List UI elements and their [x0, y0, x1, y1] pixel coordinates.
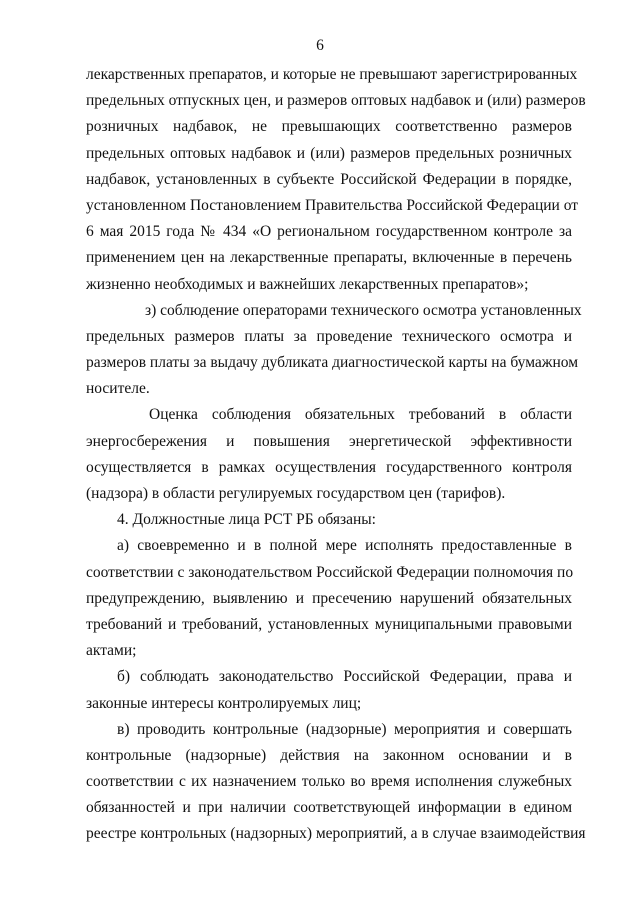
text-line: б) соблюдать законодательство Российской Федерации, права и — [117, 668, 572, 686]
text-line: надбавок, установленных в субъекте Российской Федерации в порядке, — [86, 170, 572, 188]
text-line: реестре контрольных (надзорных) мероприятий, а в случае взаимодействия — [86, 825, 586, 843]
text-line: Оценка соблюдения обязательных требований в области — [149, 406, 572, 424]
text-line: предельных отпускных цен, и размеров оптовых надбавок и (или) размеров — [86, 92, 586, 110]
document-body — [86, 62, 586, 848]
text-line: з) соблюдение операторами технического осмотра установленных — [145, 301, 582, 319]
text-line: актами; — [86, 642, 137, 660]
text-line: применением цен на лекарственные препараты, включенные в перечень — [86, 249, 572, 267]
text-line: обязанностей и при наличии соответствующей информации в едином — [86, 799, 572, 817]
text-line: жизненно необходимых и важнейших лекарственных препаратов»; — [86, 275, 529, 293]
page-number: 6 — [316, 37, 324, 54]
text-line: предельных оптовых надбавок и (или) размеров предельных розничных — [86, 144, 572, 162]
text-line: а) своевременно и в полной мере исполнять предоставленные в — [117, 537, 572, 555]
text-line: энергосбережения и повышения энергетической эффективности — [86, 432, 572, 450]
text-line: 4. Должностные лица РСТ РБ обязаны: — [117, 511, 376, 529]
text-line: соответствии с законодательством Российской Федерации полномочия по — [86, 563, 574, 581]
text-line: носителе. — [86, 380, 150, 398]
text-line: законные интересы контролируемых лиц; — [86, 694, 362, 712]
text-line: установленном Постановлением Правительства Российской Федерации от — [86, 196, 579, 214]
text-line: требований и требований, установленных муниципальными правовыми — [86, 615, 572, 633]
text-line: розничных надбавок, не превышающих соответственно размеров — [86, 118, 572, 136]
text-line: контрольные (надзорные) действия на законном основании и в — [86, 746, 572, 764]
text-line: лекарственных препаратов, и которые не превышают зарегистрированных — [86, 66, 578, 83]
text-line: соответствии с их назначением только во время исполнения служебных — [86, 773, 572, 791]
text-line: размеров платы за выдачу дубликата диагностической карты на бумажном — [86, 354, 579, 372]
text-line: предупреждению, выявлению и пресечению нарушений обязательных — [86, 589, 572, 607]
text-line: осуществляется в рамках осуществления государственного контроля — [86, 458, 572, 476]
text-line: предельных размеров платы за проведение технического осмотра и — [86, 327, 572, 345]
text-line: (надзора) в области регулируемых государством цен (тарифов). — [86, 485, 506, 502]
text-line: 6 мая 2015 года № 434 «О региональном государственном контроле за — [86, 223, 572, 241]
text-line: в) проводить контрольные (надзорные) мероприятия и совершать — [117, 720, 572, 738]
